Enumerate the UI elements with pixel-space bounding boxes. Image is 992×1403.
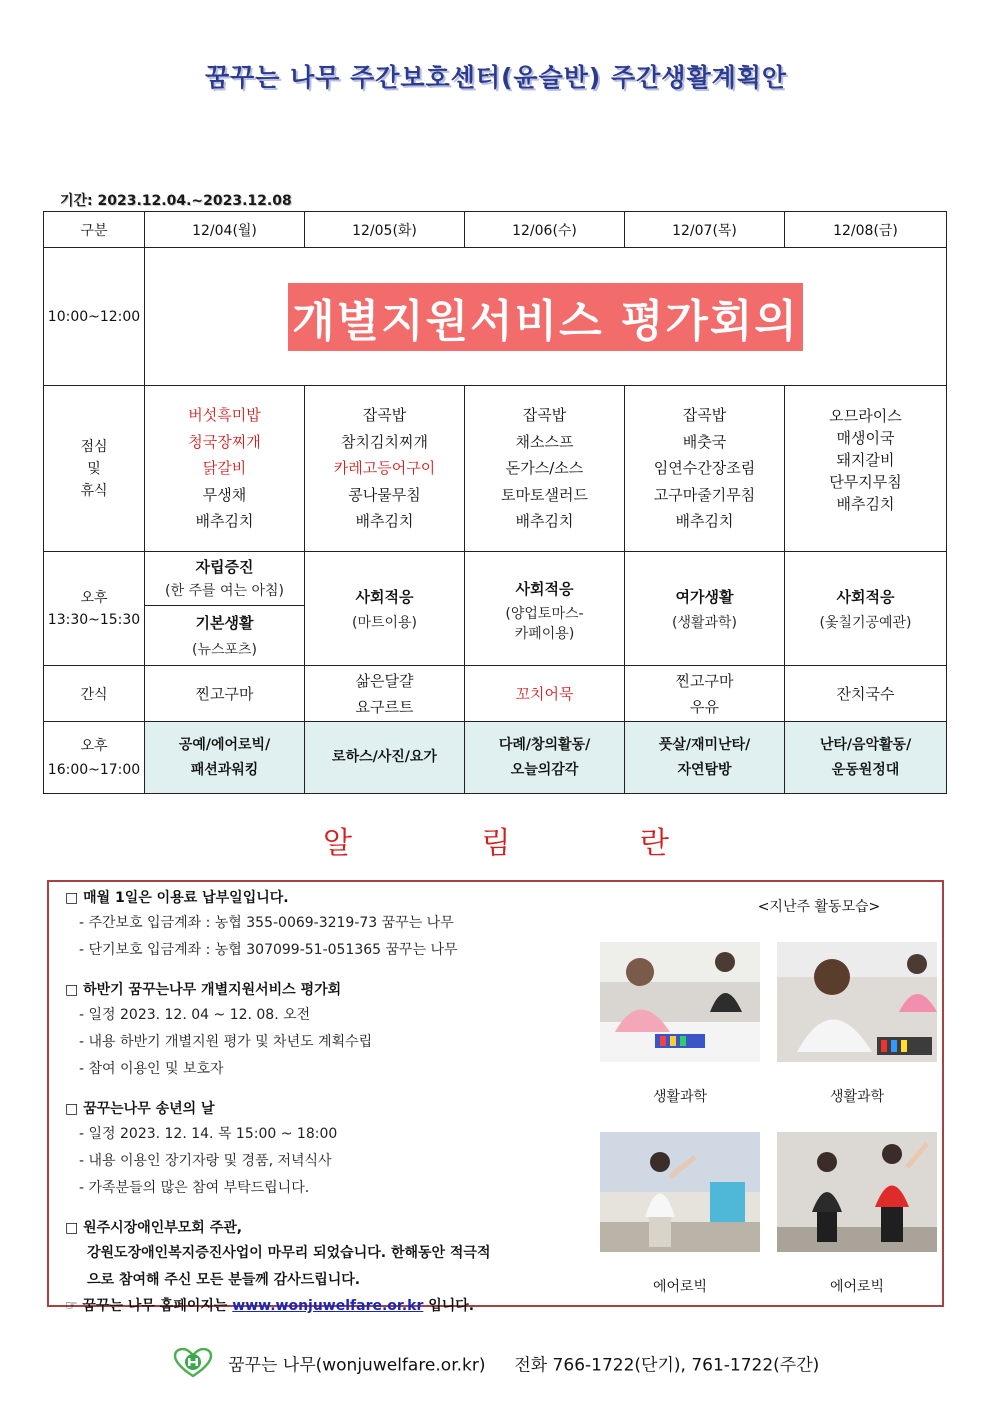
afternoon-title: 사회적응 xyxy=(355,587,414,606)
activity-line: 로하스/사진/요가 xyxy=(332,749,437,765)
menu-item: 배추김치 xyxy=(195,512,254,531)
afternoon-title: 기본생활 xyxy=(195,613,254,632)
snack-wed xyxy=(465,666,625,722)
afternoon-label-line: 13:30~15:30 xyxy=(47,611,141,628)
notice-section-heading: □ 매월 1일은 이용료 납부일입니다. xyxy=(65,890,289,906)
lunch-label-line: 점심 xyxy=(80,438,108,455)
photo-illustration xyxy=(600,942,760,1062)
snack-item: 요구르트 xyxy=(355,697,414,716)
snack-tue xyxy=(305,666,465,722)
menu-item: 참치김치찌개 xyxy=(341,432,428,451)
late-activity-tue xyxy=(305,722,465,794)
menu-item: 잡곡밥 xyxy=(362,406,407,425)
lunch-menu-wed xyxy=(465,386,625,552)
lunch-menu-mon xyxy=(145,386,305,552)
menu-item: 콩나물무침 xyxy=(348,485,421,504)
lunch-label xyxy=(44,386,145,552)
activity-line: 다례/창의활동/ xyxy=(498,736,591,753)
menu-item: 배추김치 xyxy=(355,512,414,531)
notice-line: - 단기보호 입금계좌 : 농협 307099-51-051365 꿈꾸는 나무 xyxy=(79,942,458,958)
notice-section-heading: □ 꿈꾸는나무 송년의 날 xyxy=(65,1101,215,1117)
menu-item: 배추김치 xyxy=(836,494,895,513)
late-label-line: 오후 xyxy=(80,737,108,754)
afternoon-sub: 카페이용) xyxy=(514,625,575,642)
menu-item: 돈가스/소스 xyxy=(505,459,584,478)
snack-thu xyxy=(625,666,785,722)
snack-item: 찐고구마 xyxy=(675,671,734,690)
lunch-label-line: 및 xyxy=(87,460,101,477)
afternoon-mon-top xyxy=(145,552,305,606)
activity-line: 난타/음악활동/ xyxy=(819,736,912,753)
menu-item: 임연수간장조림 xyxy=(653,459,756,478)
photo-caption: 에어로빅 xyxy=(652,1279,708,1295)
header-label: 구분 xyxy=(44,212,145,248)
photo-illustration xyxy=(777,1132,937,1252)
afternoon-title: 자립증진 xyxy=(195,557,254,576)
notice-bold-line: 으로 참여해 주신 모든 분들께 감사드립니다. xyxy=(87,1272,361,1288)
photo-caption: 생활과학 xyxy=(652,1089,708,1105)
activity-photo-science-1 xyxy=(600,942,760,1062)
homepage-suffix: 입니다. xyxy=(423,1298,475,1314)
activity-line: 운동원정대 xyxy=(831,761,900,778)
day-header: 12/05(화) xyxy=(305,212,465,248)
notice-line: - 일정 2023. 12. 14. 목 15:00 ~ 18:00 xyxy=(79,1126,338,1142)
lunch-menu-thu xyxy=(625,386,785,552)
morning-time-label: 10:00~12:00 xyxy=(44,248,145,386)
menu-item: 잡곡밥 xyxy=(682,406,727,425)
photo-caption: 생활과학 xyxy=(829,1089,885,1105)
homepage-line xyxy=(65,1294,605,1318)
menu-item: 배추김치 xyxy=(675,512,734,531)
homepage-link[interactable]: www.wonjuwelfare.or.kr xyxy=(232,1298,424,1314)
afternoon-wed xyxy=(465,552,625,666)
notice-bold-line: 강원도장애인복지증진사업이 마무리 되었습니다. 한해동안 적극적 xyxy=(87,1245,491,1261)
afternoon-sub: (뉴스포츠) xyxy=(191,641,258,658)
day-header: 12/06(수) xyxy=(465,212,625,248)
snack-item: 우유 xyxy=(690,697,719,716)
afternoon-sub: (양업토마스- xyxy=(505,605,584,622)
notice-line: - 내용 하반기 개별지원 평가 및 차년도 계획수립 xyxy=(79,1034,373,1050)
notice-list xyxy=(65,886,605,1318)
page-title: 꿈꾸는 나무 주간보호센터(윤슬반) 주간생활계획안 xyxy=(204,63,788,92)
afternoon-sub: (옻칠기공예관) xyxy=(819,614,912,631)
afternoon-sub: (한 주를 여는 아침) xyxy=(165,582,284,599)
menu-item: 고구마줄기무침 xyxy=(653,485,756,504)
footer-phone: 전화 766-1722(단기), 761-1722(주간) xyxy=(514,1355,820,1376)
footer-org: 꿈꾸는 나무(wonjuwelfare.or.kr) xyxy=(228,1355,486,1376)
menu-item: 배추김치 xyxy=(515,512,574,531)
menu-item: 돼지갈비 xyxy=(836,450,895,469)
afternoon-label-line: 오후 xyxy=(80,589,108,606)
activity-line: 오늘의감각 xyxy=(510,761,579,778)
snack-row xyxy=(44,666,947,722)
notice-line: - 내용 이용인 장기자랑 및 경품, 저녁식사 xyxy=(79,1153,332,1169)
notice-section-heading: □ 원주시장애인부모회 주관, xyxy=(65,1220,243,1236)
afternoon-fri xyxy=(785,552,947,666)
period-label: 기간: 2023.12.04.~2023.12.08 xyxy=(60,193,292,209)
afternoon-row-top xyxy=(44,552,947,606)
lunch-menu-tue xyxy=(305,386,465,552)
activity-line: 공예/에어로빅/ xyxy=(178,736,271,753)
late-activity-thu xyxy=(625,722,785,794)
menu-item: 잡곡밥 xyxy=(522,406,567,425)
notice-line: - 일정 2023. 12. 04 ~ 12. 08. 오전 xyxy=(79,1007,311,1023)
menu-item: 토마토샐러드 xyxy=(501,485,588,504)
lunch-row xyxy=(44,386,947,552)
notice-title: 알 림 란 xyxy=(322,826,729,861)
notice-box xyxy=(47,880,944,1314)
morning-banner: 개별지원서비스 평가회의 xyxy=(288,283,803,351)
menu-item: 매생이국 xyxy=(836,428,895,447)
snack-item: 꼬치어묵 xyxy=(515,684,574,703)
schedule-header-row xyxy=(44,212,947,248)
activity-photo-aerobic-2 xyxy=(777,1132,937,1252)
menu-item: 버섯흑미밥 xyxy=(188,406,261,425)
notice-section-heading: □ 하반기 꿈꾸는나무 개별지원서비스 평가회 xyxy=(65,982,342,998)
afternoon-mon-bottom xyxy=(145,606,305,666)
afternoon-title: 사회적응 xyxy=(515,579,574,598)
homepage-prefix: ☞ 꿈꾸는 나무 홈페이지는 xyxy=(65,1298,233,1314)
notice-line: - 참여 이용인 및 보호자 xyxy=(79,1061,224,1077)
activity-line: 자연탐방 xyxy=(677,761,732,778)
day-header: 12/07(목) xyxy=(625,212,785,248)
late-label-line: 16:00~17:00 xyxy=(47,761,141,778)
activity-photo-science-2 xyxy=(777,942,937,1062)
notice-line: - 주간보호 입금계좌 : 농협 355-0069-3219-73 꿈꾸는 나무 xyxy=(79,915,454,931)
day-header: 12/08(금) xyxy=(785,212,947,248)
day-header: 12/04(월) xyxy=(145,212,305,248)
afternoon-sub: (생활과학) xyxy=(671,614,738,631)
menu-item: 무생채 xyxy=(202,485,247,504)
menu-item: 오므라이스 xyxy=(829,406,902,425)
photos-heading: <지난주 활동모습> xyxy=(757,899,881,915)
photo-illustration xyxy=(600,1132,760,1252)
afternoon-sub: (마트이용) xyxy=(351,614,418,631)
snack-item: 삶은달걀 xyxy=(355,671,414,690)
menu-item: 채소스프 xyxy=(515,432,574,451)
photo-caption: 에어로빅 xyxy=(829,1279,885,1295)
late-activity-mon xyxy=(145,722,305,794)
menu-item: 배춧국 xyxy=(682,432,727,451)
snack-label: 간식 xyxy=(44,666,145,722)
late-afternoon-row xyxy=(44,722,947,794)
late-activity-wed xyxy=(465,722,625,794)
menu-item: 닭갈비 xyxy=(202,459,247,478)
lunch-label-line: 휴식 xyxy=(80,482,108,499)
afternoon-title: 사회적응 xyxy=(836,587,895,606)
afternoon-title: 여가생활 xyxy=(675,587,734,606)
activity-photo-aerobic-1 xyxy=(600,1132,760,1252)
menu-item: 단무지무침 xyxy=(829,472,902,491)
snack-item: 찐고구마 xyxy=(195,684,254,703)
notice-line: - 가족분들의 많은 참여 부탁드립니다. xyxy=(79,1180,310,1196)
afternoon-tue xyxy=(305,552,465,666)
late-activity-fri xyxy=(785,722,947,794)
late-afternoon-label xyxy=(44,722,145,794)
menu-item: 카레고등어구이 xyxy=(333,459,436,478)
menu-item: 청국장찌개 xyxy=(188,432,261,451)
weekly-schedule-table xyxy=(43,211,947,794)
morning-row xyxy=(44,248,947,386)
afternoon-thu xyxy=(625,552,785,666)
photo-illustration xyxy=(777,942,937,1062)
morning-banner-cell xyxy=(145,248,947,386)
snack-fri xyxy=(785,666,947,722)
activity-line: 패션과워킹 xyxy=(190,761,259,778)
heart-logo-icon xyxy=(173,1348,213,1383)
activity-line: 풋살/재미난타/ xyxy=(658,736,751,753)
lunch-menu-fri xyxy=(785,386,947,552)
snack-mon xyxy=(145,666,305,722)
snack-item: 잔치국수 xyxy=(836,684,895,703)
afternoon-label xyxy=(44,552,145,666)
footer xyxy=(0,1348,992,1383)
